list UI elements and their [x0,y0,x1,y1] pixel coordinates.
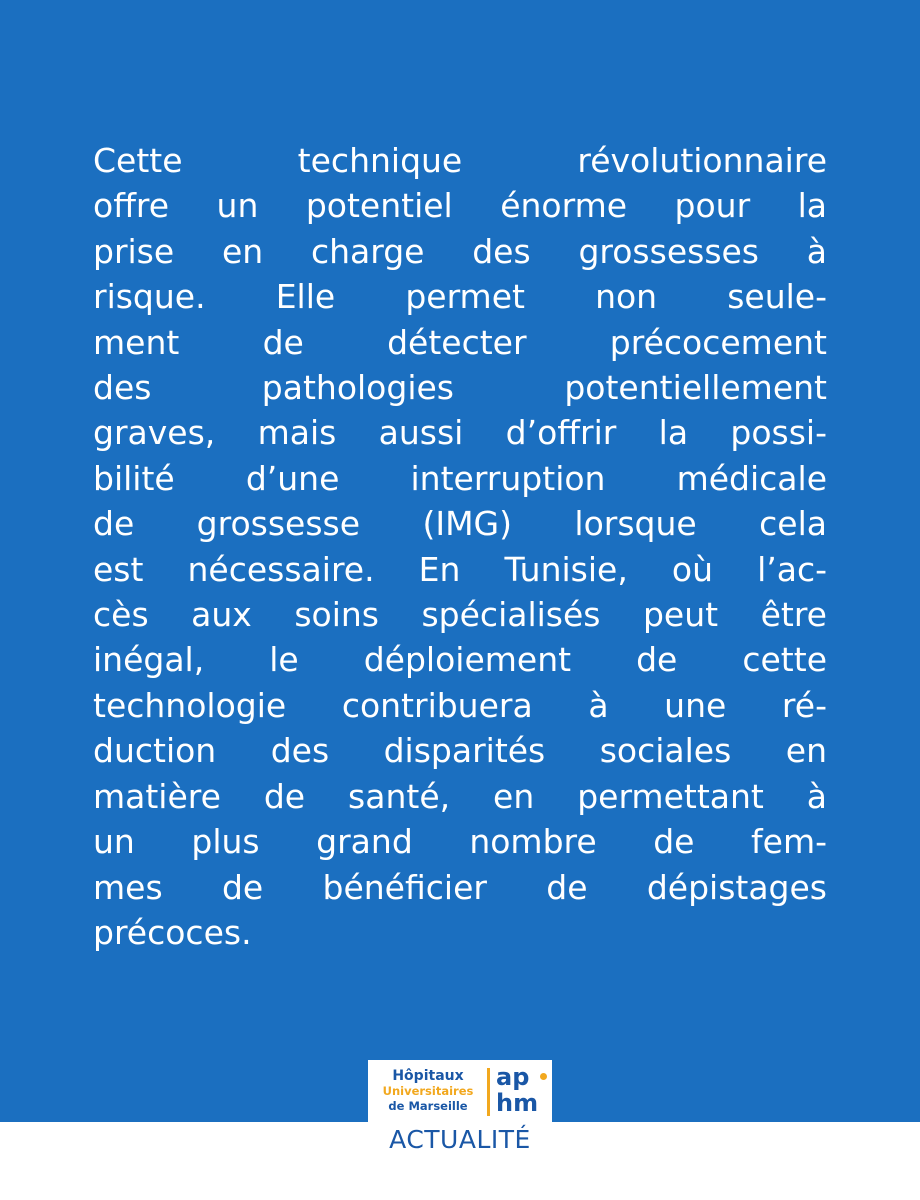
section-label: ACTUALITÉ [389,1125,531,1154]
logo-line-marseille: de Marseille [388,1099,468,1113]
article-line: risque. Elle permet non seule- [93,277,827,317]
logo-divider [487,1068,490,1116]
article-line: prise en charge des grossesses à [93,231,827,271]
logo-mark [496,1064,548,1116]
logo-line-hopitaux: Hôpitaux [392,1068,464,1084]
article-line: des pathologies potentiellement [93,368,827,408]
article-line: précoces. [93,912,252,952]
logo-wordmark [374,1069,482,1114]
article-line: cès aux soins spécialisés peut être [93,595,827,635]
article-line: un plus grand nombre de fem- [93,822,827,862]
article-line: mes de bénéficier de dépistages [93,867,827,907]
article-line: est nécessaire. En Tunisie, où l’ac- [93,549,827,589]
logo-mark-top: ap [496,1063,530,1091]
article-line: bilité d’une interruption médicale [93,458,827,498]
logo-dot-icon [540,1073,547,1080]
aphm-logo [368,1060,552,1122]
article-line: duction des disparités sociales en [93,731,827,771]
article-line: technologie contribuera à une ré- [93,685,827,725]
article-line: Cette technique révolutionnaire [93,141,827,180]
article-line: matière de santé, en permettant à [93,776,827,816]
article-line: graves, mais aussi d’offrir la possi- [93,413,827,453]
logo-line-universitaires: Universitaires [382,1084,474,1098]
logo-mark-bottom: hm [496,1089,539,1117]
article-line: de grossesse (IMG) lorsque cela [93,504,827,544]
article-paragraph [93,138,827,955]
article-line: ment de détecter précocement [93,322,827,362]
article-line: offre un potentiel énorme pour la [93,186,827,226]
article-line: inégal, le déploiement de cette [93,640,827,680]
